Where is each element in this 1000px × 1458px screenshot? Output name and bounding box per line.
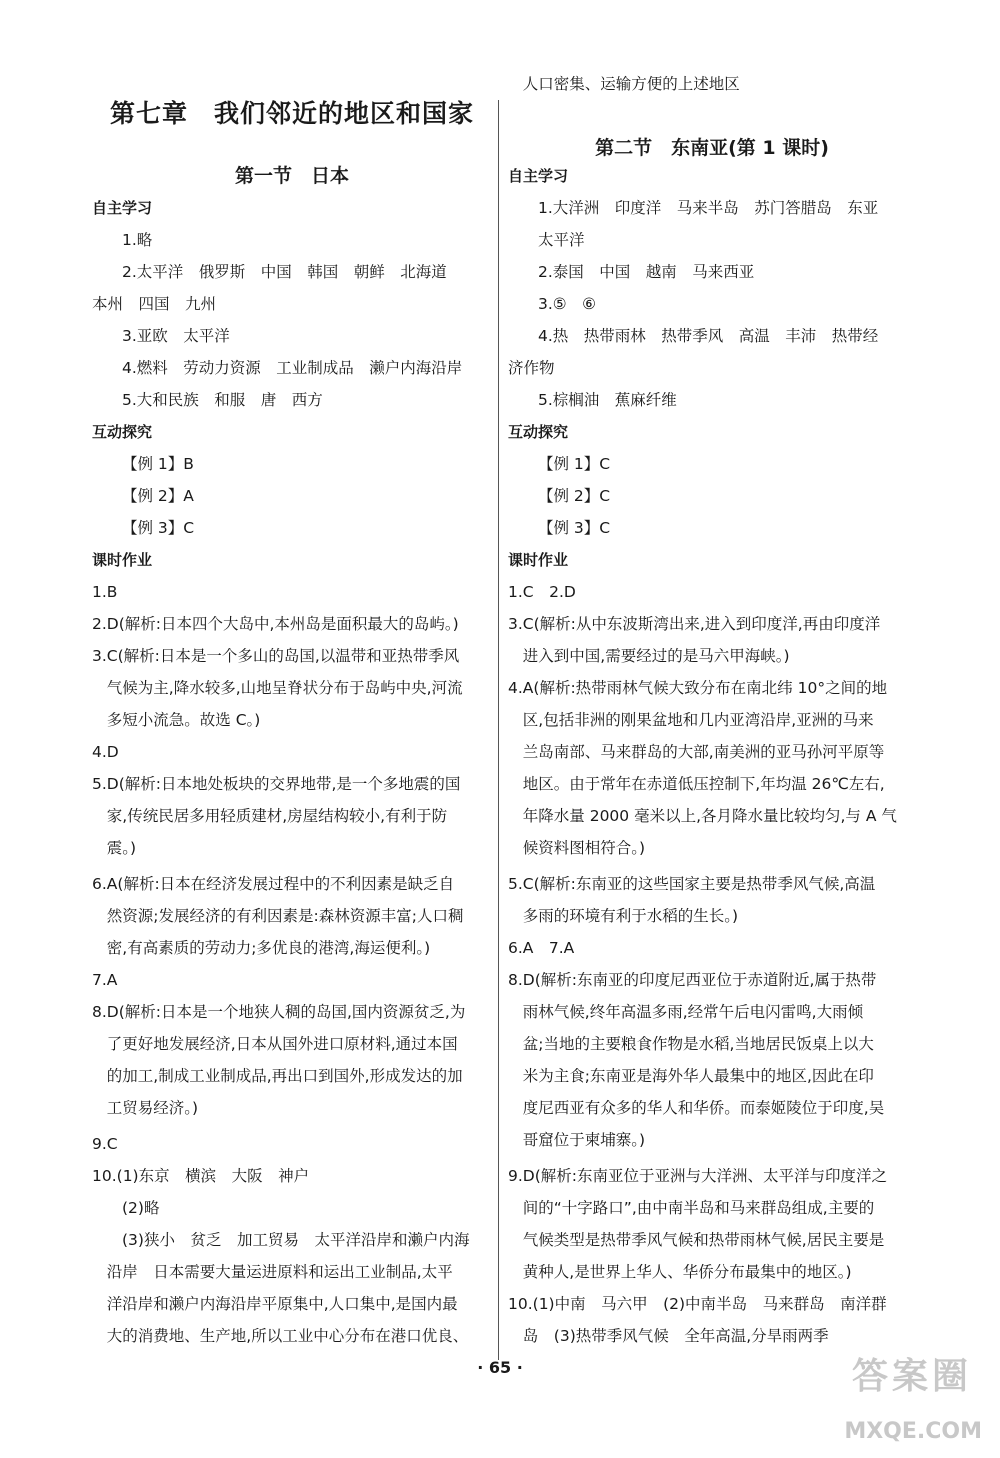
subsection-heading: 课时作业 — [508, 551, 569, 569]
subsection-heading: 互动探究 — [508, 423, 569, 441]
text-line: 震。) — [92, 839, 137, 857]
text-line: 4.D — [92, 743, 119, 761]
text-line: 济作物 — [508, 359, 555, 377]
right-column — [508, 0, 916, 1458]
text-line: 4.燃料 劳动力资源 工业制成品 濑户内海沿岸 — [122, 359, 463, 377]
text-line: 地区。由于常年在赤道低压控制下,年均温 26℃左右, — [508, 775, 885, 793]
text-line: 9.C — [92, 1135, 118, 1153]
text-line: 1.大洋洲 印度洋 马来半岛 苏门答腊岛 东亚 — [538, 199, 879, 217]
text-line: 多雨的环境有利于水稻的生长。) — [508, 907, 739, 925]
text-line: 5.棕榈油 蕉麻纤维 — [538, 391, 677, 409]
text-line: 【例 2】A — [122, 487, 194, 505]
text-line: 沿岸 日本需要大量运进原料和运出工业制品,太平 — [92, 1263, 453, 1281]
text-line: 1.略 — [122, 231, 153, 249]
text-line: 5.C(解析:东南亚的这些国家主要是热带季风气候,高温 — [508, 875, 876, 893]
text-line: 3.C(解析:从中东波斯湾出来,进入到印度洋,再由印度洋 — [508, 615, 881, 633]
subsection-heading: 自主学习 — [508, 167, 569, 185]
watermark-logo-text: 答案圈 — [851, 1356, 972, 1397]
text-line: 洋沿岸和濑户内海沿岸平原集中,人口集中,是国内最 — [92, 1295, 458, 1313]
text-line: 黄种人,是世界上华人、华侨分布最集中的地区。) — [508, 1263, 852, 1281]
text-line: 的加工,制成工业制成品,再出口到国外,形成发达的加 — [92, 1067, 463, 1085]
text-line: 度尼西亚有众多的华人和华侨。而泰姬陵位于印度,吴 — [508, 1099, 885, 1117]
text-line: 5.D(解析:日本地处板块的交界地带,是一个多地震的国 — [92, 775, 461, 793]
text-line: 3.C(解析:日本是一个多山的岛国,以温带和亚热带季风 — [92, 647, 460, 665]
text-line: 1.C 2.D — [508, 583, 576, 601]
subsection-heading: 自主学习 — [92, 199, 153, 217]
text-line: 年降水量 2000 毫米以上,各月降水量比较均匀,与 A 气 — [508, 807, 897, 825]
text-line: 9.D(解析:东南亚位于亚洲与大洋洲、太平洋与印度洋之 — [508, 1167, 887, 1185]
text-line: 4.A(解析:热带雨林气候大致分布在南北纬 10°之间的地 — [508, 679, 888, 697]
text-line: 【例 3】C — [122, 519, 195, 537]
left-column — [92, 0, 492, 1458]
text-line: 密,有高素质的劳动力;多优良的港湾,海运便利。) — [92, 939, 431, 957]
text-line: 人口密集、运输方便的上述地区 — [508, 75, 740, 93]
chapter-title: 第七章 我们邻近的地区和国家 — [109, 99, 474, 128]
text-line: 2.泰国 中国 越南 马来西亚 — [538, 263, 755, 281]
text-line: 盆;当地的主要粮食作物是水稻,当地居民饭桌上以大 — [508, 1035, 874, 1053]
text-line: 8.D(解析:东南亚的印度尼西亚位于赤道附近,属于热带 — [508, 971, 877, 989]
text-line: 2.太平洋 俄罗斯 中国 韩国 朝鲜 北海道 — [122, 263, 447, 281]
column-divider — [498, 100, 499, 1360]
text-line: 兰岛南部、马来群岛的大部,南美洲的亚马孙河平原等 — [508, 743, 885, 761]
text-line: 【例 1】C — [538, 455, 611, 473]
watermark-logo — [812, 1348, 982, 1444]
text-line: 1.B — [92, 583, 118, 601]
text-line: (2)略 — [122, 1199, 160, 1217]
text-line: 太平洋 — [538, 231, 585, 249]
text-line: 间的“十字路口”,由中南半岛和马来群岛组成,主要的 — [508, 1199, 875, 1217]
text-line: 6.A 7.A — [508, 939, 575, 957]
text-line: 【例 3】C — [538, 519, 611, 537]
section-title-southeast-asia: 第二节 东南亚(第 1 课时) — [595, 137, 829, 159]
text-line: 多短小流急。故选 C。) — [92, 711, 261, 729]
text-line: 米为主食;东南亚是海外华人最集中的地区,因此在印 — [508, 1067, 874, 1085]
text-line: 10.(1)东京 横滨 大阪 神户 — [92, 1167, 310, 1185]
text-line: 气候类型是热带季风气候和热带雨林气候,居民主要是 — [508, 1231, 885, 1249]
text-line: 家,传统民居多用轻质建材,房屋结构较小,有利于防 — [92, 807, 448, 825]
text-line: 区,包括非洲的刚果盆地和几内亚湾沿岸,亚洲的马来 — [508, 711, 874, 729]
text-line: 雨林气候,终年高温多雨,经常午后电闪雷鸣,大雨倾 — [508, 1003, 864, 1021]
watermark-url: MXQE.COM — [844, 1419, 982, 1444]
text-line: 候资料图相符合。) — [508, 839, 646, 857]
text-line: 10.(1)中南 马六甲 (2)中南半岛 马来群岛 南洋群 — [508, 1295, 887, 1313]
subsection-heading: 互动探究 — [92, 423, 153, 441]
text-line: 大的消费地、生产地,所以工业中心分布在港口优良、 — [92, 1327, 469, 1345]
text-line: 岛 (3)热带季风气候 全年高温,分旱雨两季 — [508, 1327, 829, 1345]
text-line: 2.D(解析:日本四个大岛中,本州岛是面积最大的岛屿。) — [92, 615, 459, 633]
text-line: 工贸易经济。) — [92, 1099, 199, 1117]
subsection-heading: 课时作业 — [92, 551, 153, 569]
text-line: 【例 1】B — [122, 455, 194, 473]
text-line: 气候为主,降水较多,山地呈脊状分布于岛屿中央,河流 — [92, 679, 463, 697]
text-line: 6.A(解析:日本在经济发展过程中的不利因素是缺乏自 — [92, 875, 455, 893]
text-line: 3.亚欧 太平洋 — [122, 327, 230, 345]
page-number: · 65 · — [477, 1358, 523, 1377]
text-line: 然资源;发展经济的有利因素是:森林资源丰富;人口稠 — [92, 907, 464, 925]
text-line: 【例 2】C — [538, 487, 611, 505]
text-line: 3.⑤ ⑥ — [538, 295, 597, 313]
text-line: 哥窟位于柬埔寨。) — [508, 1131, 646, 1149]
text-line: 进入到中国,需要经过的是马六甲海峡。) — [508, 647, 790, 665]
section-title-japan: 第一节 日本 — [234, 165, 349, 187]
text-line: 8.D(解析:日本是一个地狭人稠的岛国,国内资源贫乏,为 — [92, 1003, 466, 1021]
text-line: 本州 四国 九州 — [92, 295, 217, 313]
text-line: 4.热 热带雨林 热带季风 高温 丰沛 热带经 — [538, 327, 879, 345]
text-line: 7.A — [92, 971, 118, 989]
text-line: 了更好地发展经济,日本从国外进口原材料,通过本国 — [92, 1035, 458, 1053]
text-line: (3)狭小 贫乏 加工贸易 太平洋沿岸和濑户内海 — [122, 1231, 470, 1249]
text-line: 5.大和民族 和服 唐 西方 — [122, 391, 323, 409]
